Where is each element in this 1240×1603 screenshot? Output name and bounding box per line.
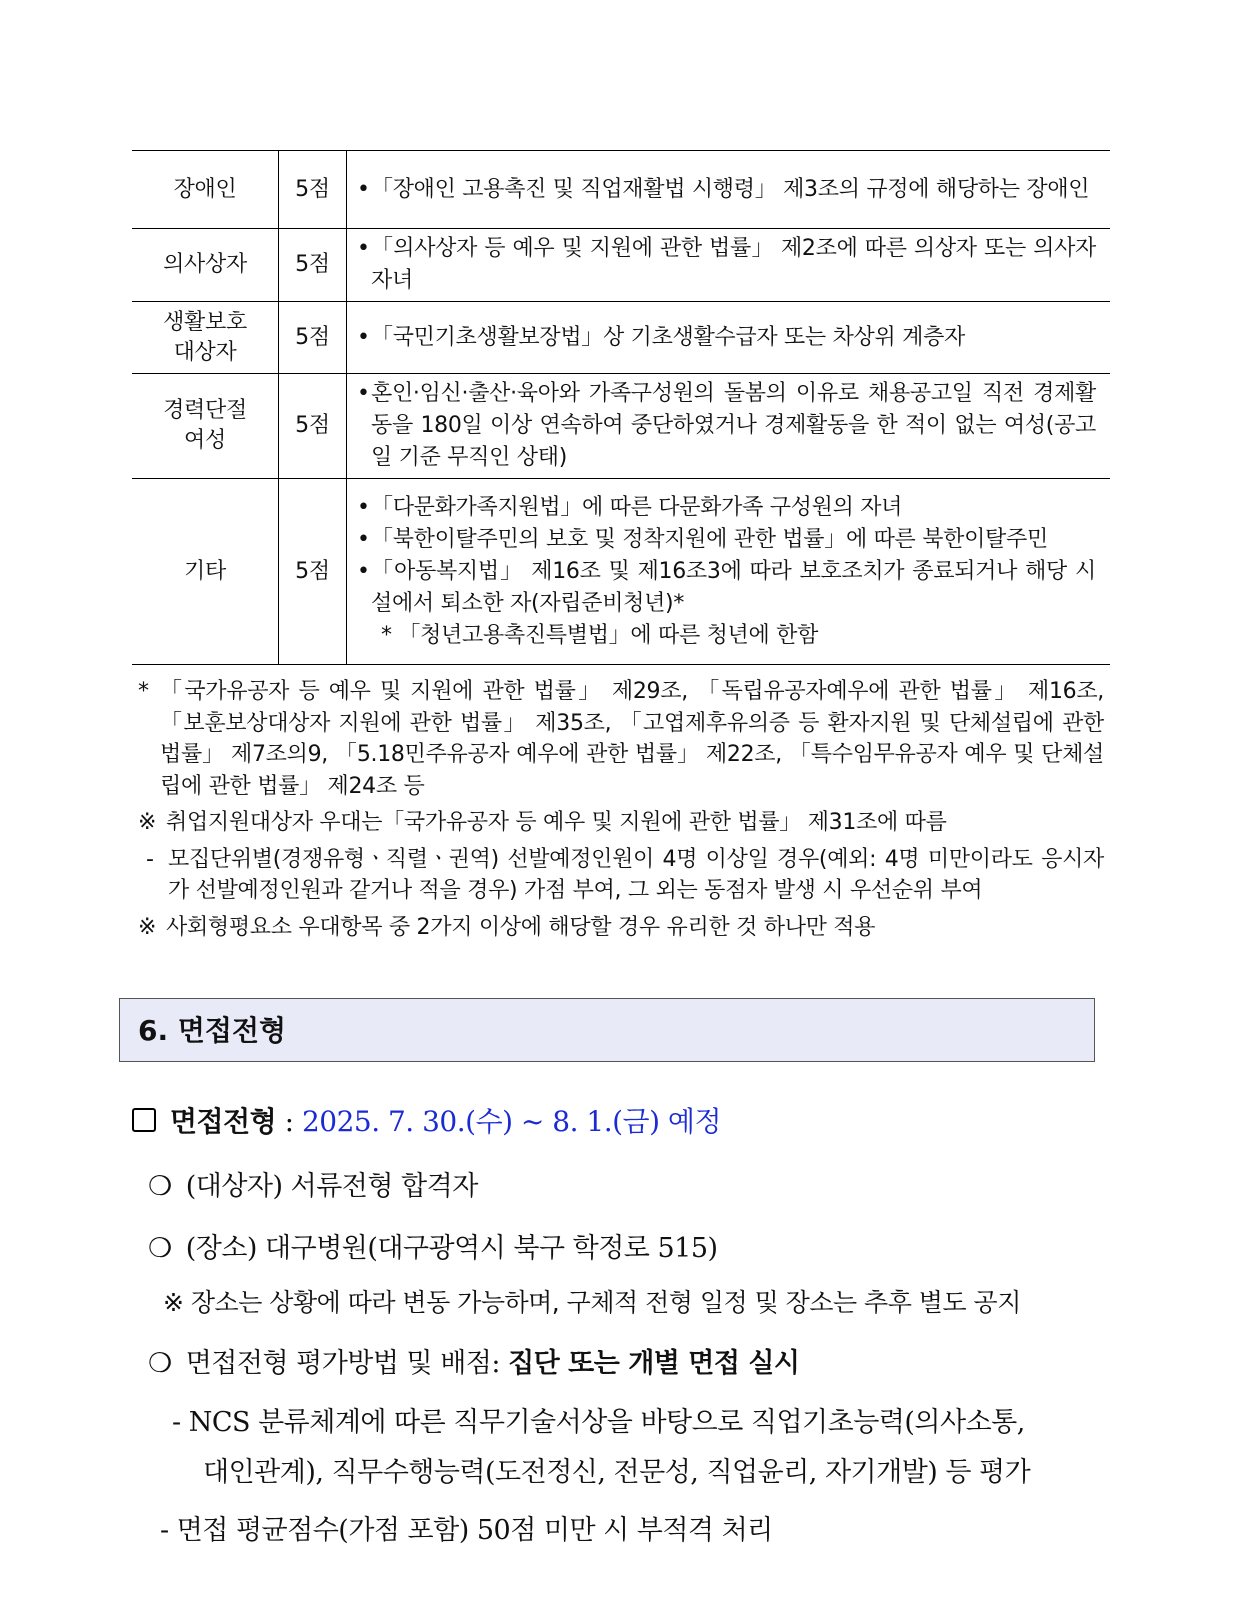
target-line: [148, 1164, 478, 1203]
description-text: 「장애인 고용촉진 및 직업재활법 시행령」 제3조의 규정에 해당하는 장애인: [371, 176, 1090, 202]
target-text: (대상자) 서류전형 합격자: [185, 1171, 478, 1202]
bullet: •: [357, 236, 370, 261]
bullet: •: [357, 558, 370, 584]
description-cell: [347, 302, 1111, 374]
category-text: 생활보호 대상자: [163, 309, 247, 365]
note-text: 모집단위별(경쟁유형ㆍ직렬ㆍ권역) 선발예정인원이 4명 이상일 경우(예외: 4명 미만이라도 응시자가 선발예정인원과 같거나 적을 경우) 가점 부여, 그 외는 동점자 발생 시 우선순위 부여: [168, 846, 1104, 903]
place-text: (장소) 대구병원(대구광역시 북구 학정로 515): [185, 1233, 718, 1264]
note-mark: *: [138, 679, 149, 704]
points-cell: 5점: [279, 229, 347, 302]
footnote: [138, 807, 1104, 839]
sub-note: * 「청년고용촉진특별법」에 따른 청년에 한함: [381, 622, 819, 648]
bullet: •: [357, 494, 370, 520]
category-text: 경력단절 여성: [163, 398, 247, 453]
category-cell: [132, 302, 279, 374]
bullet: •: [357, 381, 370, 406]
category-cell: [132, 374, 279, 479]
circle-bullet-icon: ❍: [148, 1348, 172, 1379]
table-row: [132, 374, 1110, 479]
points-cell: 5점: [279, 374, 347, 479]
category-cell: 장애인: [132, 151, 279, 229]
footnote: [138, 912, 1104, 944]
place-line: [148, 1226, 718, 1265]
description-text: 「다문화가족지원법」에 따른 다문화가족 구성원의 자녀: [371, 494, 903, 520]
preference-table: [132, 150, 1110, 665]
category-cell: 의사상자: [132, 229, 279, 302]
points-cell: 5점: [279, 479, 347, 665]
ncs-line-1: - NCS 분류체계에 따른 직무기술서상을 바탕으로 직업기초능력(의사소통,: [172, 1407, 1025, 1438]
note-mark: ※: [138, 810, 157, 835]
footnotes: [138, 676, 1104, 948]
heading-separator: :: [276, 1105, 302, 1138]
method-bold: 집단 또는 개별 면접 실시: [508, 1348, 800, 1379]
description-cell: [347, 374, 1111, 479]
points-cell: 5점: [279, 151, 347, 229]
section-header: 6. 면접전형: [119, 998, 1095, 1062]
bullet: •: [357, 324, 370, 350]
checkbox-square-icon: [132, 1108, 156, 1132]
method-line: [148, 1341, 799, 1380]
place-note: ※ 장소는 상황에 따라 변동 가능하며, 구체적 전형 일정 및 장소는 추후 별도 공지: [163, 1288, 1021, 1317]
footnote: [138, 844, 1104, 907]
bullet: •: [357, 176, 370, 202]
table-row: [132, 479, 1110, 665]
note-text: 사회형평요소 우대항목 중 2가지 이상에 해당할 경우 유리한 것 하나만 적용: [166, 914, 876, 940]
points-cell: 5점: [279, 302, 347, 374]
description-text: 「의사상자 등 예우 및 지원에 관한 법률」 제2조에 따른 의상자 또는 의사자 자녀: [371, 236, 1096, 293]
ncs-line-2: 대인관계), 직무수행능력(도전정신, 전문성, 직업윤리, 자기개발) 등 평가: [203, 1457, 1031, 1488]
description-text: 「아동복지법」 제16조 및 제16조3에 따라 보호조치가 종료되거나 해당 시설에서 퇴소한 자(자립준비청년)*: [371, 558, 1096, 616]
description-cell: [347, 229, 1111, 302]
note-mark: -: [146, 846, 154, 872]
interview-date: 2025. 7. 30.(수) ~ 8. 1.(금) 예정: [301, 1105, 722, 1138]
category-cell: 기타: [132, 479, 279, 665]
circle-bullet-icon: ❍: [148, 1171, 172, 1202]
fail-line: - 면접 평균점수(가점 포함) 50점 미만 시 부적격 처리: [160, 1515, 773, 1546]
description-cell: [347, 479, 1111, 665]
note-text: 취업지원대상자 우대는「국가유공자 등 예우 및 지원에 관한 법률」 제31조에 따름: [166, 810, 947, 835]
table-row: [132, 302, 1110, 374]
note-mark: ※: [138, 914, 157, 940]
description-cell: [347, 151, 1111, 229]
footnote: [138, 676, 1104, 802]
heading-label: 면접전형: [170, 1105, 277, 1138]
interview-heading: [132, 1100, 721, 1140]
description-text: 혼인·임신·출산·육아와 가족구성원의 돌봄의 이유로 채용공고일 직전 경제활동을 180일 이상 연속하여 중단하였거나 경제활동을 한 적이 없는 여성(공고일 기준 무직인 상태): [371, 381, 1096, 470]
method-label: 면접전형 평가방법 및 배점:: [185, 1348, 509, 1379]
table-row: [132, 151, 1110, 229]
description-text: 「국민기초생활보장법」상 기초생활수급자 또는 차상위 계층자: [371, 324, 965, 350]
description-text: 「북한이탈주민의 보호 및 정착지원에 관한 법률」에 따른 북한이탈주민: [371, 526, 1048, 552]
circle-bullet-icon: ❍: [148, 1233, 172, 1264]
table-row: [132, 229, 1110, 302]
note-text: 「국가유공자 등 예우 및 지원에 관한 법률」 제29조, 「독립유공자예우에 관한 법률」 제16조, 「보훈보상대상자 지원에 관한 법률」 제35조, 「고엽제후유의증 등 환자지원 및 단체설립에 관한 법률」 제7조의9, 「5.18민주유공자 예우에 관한 법률」 제22조, 「특수임무유공자 예우 및 단체설립에 관한 법률」 제24조 등: [160, 679, 1104, 799]
bullet: •: [357, 526, 370, 552]
